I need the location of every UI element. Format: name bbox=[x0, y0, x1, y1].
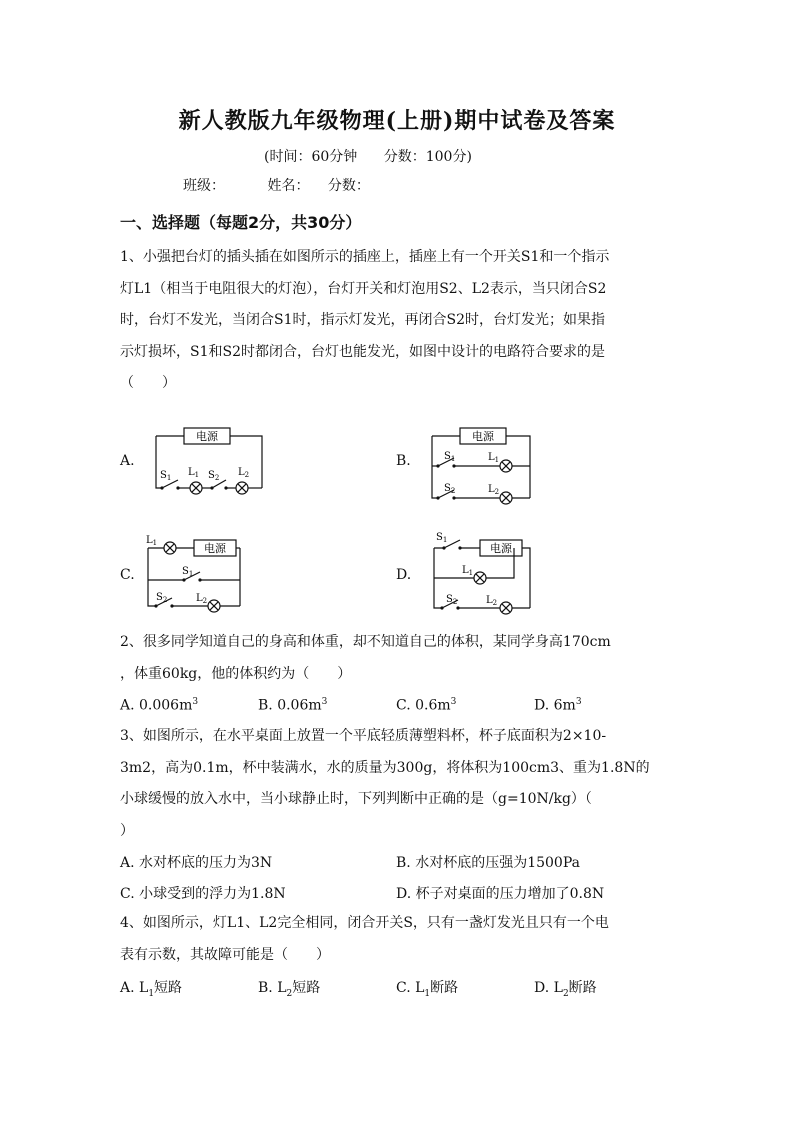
svg-text:L1 bbox=[188, 467, 199, 479]
svg-text:L2 bbox=[486, 595, 497, 607]
switch-label: S bbox=[436, 532, 443, 543]
superscript: 3 bbox=[575, 697, 582, 707]
subscript: 2 bbox=[450, 487, 456, 495]
q2-option-c bbox=[396, 697, 456, 714]
exam-meta bbox=[264, 146, 494, 166]
subscript: 1 bbox=[194, 471, 200, 479]
q1-option-b-label: B. bbox=[396, 453, 411, 469]
q2-line: ，体重60kg，他的体积约为（ ） bbox=[120, 665, 352, 682]
circuit-diagram-c bbox=[142, 532, 248, 618]
option-text: 短路 bbox=[154, 980, 183, 996]
option-text: A. L bbox=[120, 980, 149, 996]
switch-label: S bbox=[156, 592, 163, 603]
q3-option-a: A. 水对杯底的压力为3N bbox=[120, 855, 273, 871]
subscript: 1 bbox=[148, 988, 155, 999]
subscript: 2 bbox=[286, 988, 293, 999]
svg-text:S2 bbox=[446, 594, 457, 606]
source-label: 电源 bbox=[196, 430, 218, 443]
q4-option-b bbox=[258, 977, 320, 999]
subscript: 2 bbox=[244, 471, 250, 479]
question-1 bbox=[120, 242, 680, 400]
svg-text:S1 bbox=[182, 566, 193, 578]
lamp-label: L bbox=[146, 535, 153, 546]
circuit-diagram-a bbox=[150, 422, 270, 502]
q1-line: （ ） bbox=[120, 375, 176, 391]
option-text: 断路 bbox=[568, 980, 597, 996]
switch-label: S bbox=[208, 470, 215, 481]
subscript: 1 bbox=[424, 988, 431, 999]
option-text: B. 0.06m bbox=[258, 697, 322, 714]
subscript: 2 bbox=[562, 988, 569, 999]
q1-line: 1、小强把台灯的插头插在如图所示的插座上，插座上有一个开关S1和一个指示 bbox=[120, 249, 610, 265]
q3-option-b: B. 水对杯底的压强为1500Pa bbox=[396, 855, 580, 871]
circuit-diagram-d bbox=[428, 530, 538, 620]
q3-line: ） bbox=[120, 822, 134, 839]
option-text: C. L bbox=[396, 980, 425, 996]
subscript: 1 bbox=[188, 570, 194, 578]
svg-text:L2 bbox=[488, 484, 499, 496]
svg-text:L2 bbox=[196, 593, 207, 605]
option-text: C. 0.6m bbox=[396, 697, 451, 714]
switch-label: S bbox=[182, 566, 189, 577]
svg-text:S1 bbox=[444, 451, 455, 463]
switch-label: S bbox=[444, 483, 451, 494]
subscript: 1 bbox=[494, 456, 500, 464]
source-label: 电源 bbox=[472, 430, 494, 443]
lamp-label: L bbox=[196, 593, 203, 604]
question-3 bbox=[120, 721, 680, 847]
subscript: 2 bbox=[214, 474, 220, 482]
q3-line: 小球缓慢的放入水中，当小球静止时，下列判断中正确的是（g=10N/kg）（ bbox=[120, 791, 592, 807]
subscript: 2 bbox=[162, 596, 168, 604]
svg-text:S1 bbox=[436, 532, 447, 544]
q2-option-d bbox=[534, 697, 582, 714]
svg-text:L2 bbox=[238, 467, 249, 479]
lamp-label: L bbox=[486, 595, 493, 606]
q4-option-a bbox=[120, 977, 182, 999]
lamp-label: L bbox=[188, 467, 195, 478]
lamp-label: L bbox=[488, 484, 495, 495]
q3-option-c: C. 小球受到的浮力为1.8N bbox=[120, 886, 286, 902]
option-text: 短路 bbox=[292, 980, 321, 996]
q3-option-d: D. 杯子对桌面的压力增加了0.8N bbox=[396, 886, 605, 902]
q2-option-a bbox=[120, 697, 198, 714]
q1-option-a-label: A. bbox=[120, 453, 135, 469]
q3-line: 3m2，高为0.1m，杯中装满水，水的质量为300g，将体积为100cm3、重为1.8N的 bbox=[120, 759, 650, 776]
option-text: A. 0.006m bbox=[120, 697, 193, 714]
q4-line: 4、如图所示，灯L1、L2完全相同，闭合开关S，只有一盏灯发光且只有一个电 bbox=[120, 915, 609, 931]
subscript: 1 bbox=[450, 455, 456, 463]
question-4 bbox=[120, 908, 680, 971]
switch-label: S bbox=[444, 451, 451, 462]
subscript: 2 bbox=[202, 597, 208, 605]
q4-line: 表有示数，其故障可能是（ ） bbox=[120, 946, 330, 963]
q3-line: 3、如图所示，在水平桌面上放置一个平底轻质薄塑料杯，杯子底面积为2×10- bbox=[120, 728, 607, 744]
subscript: 2 bbox=[452, 598, 458, 606]
q1-option-d-label: D. bbox=[396, 567, 412, 583]
svg-text:S2 bbox=[156, 592, 167, 604]
student-info-line bbox=[183, 175, 370, 195]
q2-line: 2、很多同学知道自己的身高和体重，却不知道自己的体积，某同学身高170cm bbox=[120, 634, 611, 650]
page-title: 新人教版九年级物理(上册)期中试卷及答案 bbox=[178, 108, 616, 134]
superscript: 3 bbox=[192, 697, 199, 707]
points-label: 分数： bbox=[327, 178, 370, 194]
lamp-label: L bbox=[488, 452, 495, 463]
subscript: 1 bbox=[152, 539, 158, 547]
lamp-label: L bbox=[238, 467, 245, 478]
q2-option-b bbox=[258, 697, 327, 714]
option-text: B. L bbox=[258, 980, 287, 996]
q1-option-c-label: C. bbox=[120, 567, 135, 583]
circuit-diagram-b bbox=[426, 422, 536, 510]
svg-text:S1 bbox=[160, 470, 171, 482]
section-heading: 一、选择题（每题2分，共30分） bbox=[120, 213, 362, 232]
switch-label: S bbox=[446, 594, 453, 605]
q1-line: 示灯损坏，S1和S2时都闭合，台灯也能发光，如图中设计的电路符合要求的是 bbox=[120, 343, 605, 360]
source-label: 电源 bbox=[204, 542, 226, 555]
option-text: D. L bbox=[534, 980, 563, 996]
subscript: 2 bbox=[492, 599, 498, 607]
subscript: 1 bbox=[442, 536, 448, 544]
exam-time: (时间：60分钟 bbox=[264, 149, 358, 165]
superscript: 3 bbox=[450, 697, 457, 707]
source-label: 电源 bbox=[490, 542, 512, 555]
q1-line: 灯L1（相当于电阻很大的灯泡），台灯开关和灯泡用S2、L2表示，当只闭合S2 bbox=[120, 280, 607, 297]
superscript: 3 bbox=[321, 697, 328, 707]
svg-text:S2 bbox=[208, 470, 219, 482]
option-text: D. 6m bbox=[534, 697, 576, 714]
subscript: 1 bbox=[166, 474, 172, 482]
option-text: 断路 bbox=[430, 980, 459, 996]
q4-option-c bbox=[396, 977, 458, 999]
lamp-label: L bbox=[462, 565, 469, 576]
question-2 bbox=[120, 627, 680, 690]
svg-text:S2 bbox=[444, 483, 455, 495]
q1-line: 时，台灯不发光，当闭合S1时，指示灯发光，再闭合S2时，台灯发光；如果指 bbox=[120, 312, 605, 328]
subscript: 1 bbox=[468, 569, 474, 577]
svg-text:L1 bbox=[488, 452, 499, 464]
subscript: 2 bbox=[494, 488, 500, 496]
exam-score: 分数：100分) bbox=[383, 149, 472, 165]
svg-text:L1 bbox=[146, 535, 157, 547]
q4-option-d bbox=[534, 977, 597, 999]
class-label: 班级： bbox=[183, 178, 225, 194]
name-label: 姓名： bbox=[267, 178, 310, 194]
switch-label: S bbox=[160, 470, 167, 481]
svg-text:L1 bbox=[462, 565, 473, 577]
